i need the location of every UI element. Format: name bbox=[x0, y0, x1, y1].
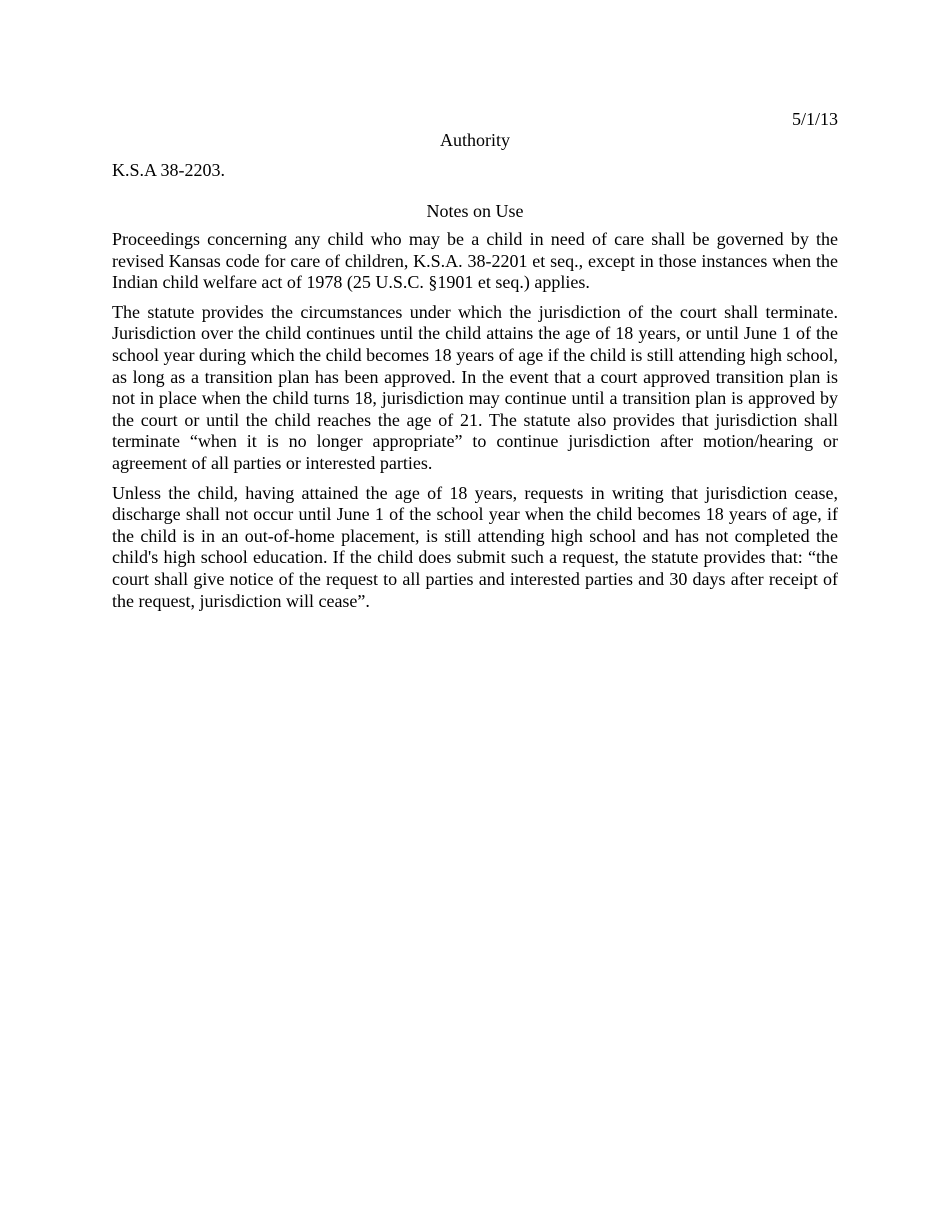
notes-paragraph-3: Unless the child, having attained the age of 18 years, requests in writing that jurisdiction cease, discharge shall not occur until June 1 of the school year when the child becomes 18 years of age, if the child is in an out-of-home placement, is still attending high school and has not completed the child's high school education. If the child does submit such a request, the statute provides that: “the court shall give notice of the request to all parties and interested parties and 30 days after receipt of the request, jurisdiction will cease”. bbox=[112, 482, 838, 611]
notes-paragraph-2: The statute provides the circumstances under which the jurisdiction of the court shall terminate. Jurisdiction over the child continues until the child attains the age of 18 years, or until June 1 of the school year during which the child becomes 18 years of age if the child is still attending high school, as long as a transition plan has been approved. In the event that a court approved transition plan is not in place when the child turns 18, jurisdiction may continue until a transition plan is approved by the court or until the child reaches the age of 21. The statute also provides that jurisdiction shall terminate “when it is no longer appropriate” to continue jurisdiction after motion/hearing or agreement of all parties or interested parties. bbox=[112, 301, 838, 473]
notes-on-use-heading: Notes on Use bbox=[426, 201, 524, 221]
document-page bbox=[112, 108, 838, 612]
notes-paragraph-1: Proceedings concerning any child who may be a child in need of care shall be governed by the revised Kansas code for care of children, K.S.A. 38-2201 et seq., except in those instances when the Indian child welfare act of 1978 (25 U.S.C. §1901 et seq.) applies. bbox=[112, 229, 838, 293]
authority-citation: K.S.A 38-2203. bbox=[112, 160, 226, 180]
authority-heading: Authority bbox=[440, 130, 510, 150]
document-date: 5/1/13 bbox=[791, 109, 838, 129]
